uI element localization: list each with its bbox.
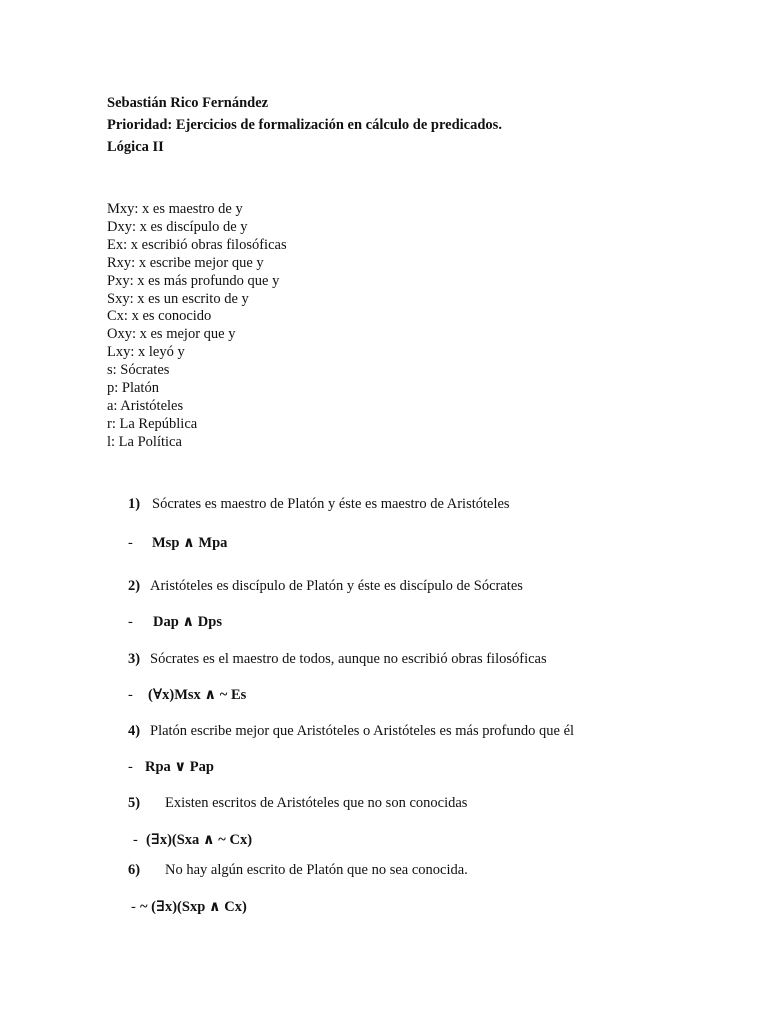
formula-text: Dap ∧ Dps bbox=[153, 614, 222, 630]
exercise-text: Sócrates es el maestro de todos, aunque no escribió obras filosóficas bbox=[150, 651, 547, 667]
legend-item: Pxy: x es más profundo que y bbox=[107, 272, 280, 289]
exercise-6-statement bbox=[128, 861, 468, 879]
legend-item: p: Platón bbox=[107, 380, 159, 397]
exercise-2-formula bbox=[128, 613, 222, 631]
legend-item: s: Sócrates bbox=[107, 362, 170, 379]
exercise-number: 2) bbox=[128, 578, 141, 594]
formula-text: Rpa ∨ Pap bbox=[145, 759, 214, 775]
predicate-legend bbox=[107, 201, 287, 452]
exercise-2-statement bbox=[128, 577, 523, 595]
exercise-5-statement bbox=[128, 794, 467, 812]
legend-item: a: Aristóteles bbox=[107, 397, 184, 414]
legend-item: Lxy: x leyó y bbox=[107, 344, 185, 361]
answer-dash: - bbox=[128, 759, 133, 775]
document-header bbox=[107, 92, 502, 158]
answer-dash: - bbox=[128, 535, 133, 551]
legend-item: Dxy: x es discípulo de y bbox=[107, 218, 248, 235]
exercise-6-formula bbox=[131, 898, 247, 916]
exercise-number: 6) bbox=[128, 862, 141, 878]
formula-text: (∀x)Msx ∧ ~ Es bbox=[148, 687, 247, 703]
exercise-4-statement bbox=[128, 722, 574, 740]
formula-text: (∃x)(Sxa ∧ ~ Cx) bbox=[146, 832, 253, 848]
answer-dash: - bbox=[128, 687, 133, 703]
exercise-4-formula bbox=[128, 758, 214, 776]
legend-item: r: La República bbox=[107, 415, 198, 432]
exercise-text: Existen escritos de Aristóteles que no son conocidas bbox=[165, 795, 468, 811]
legend-item: l: La Política bbox=[107, 433, 182, 450]
answer-dash: - bbox=[131, 899, 136, 915]
formula-text: ~ (∃x)(Sxp ∧ Cx) bbox=[140, 899, 247, 915]
exercise-text: Sócrates es maestro de Platón y éste es maestro de Aristóteles bbox=[152, 496, 510, 512]
legend-item: Oxy: x es mejor que y bbox=[107, 326, 236, 343]
formula-text: Msp ∧ Mpa bbox=[152, 535, 228, 551]
legend-item: Ex: x escribió obras filosóficas bbox=[107, 236, 287, 253]
course-name: Lógica II bbox=[107, 139, 164, 155]
exercise-text: Aristóteles es discípulo de Platón y éste es discípulo de Sócrates bbox=[150, 578, 523, 594]
legend-item: Mxy: x es maestro de y bbox=[107, 201, 243, 217]
exercise-3-statement bbox=[128, 650, 547, 668]
answer-dash: - bbox=[128, 614, 133, 630]
answer-dash: - bbox=[133, 832, 138, 848]
exercise-1-statement bbox=[128, 495, 510, 513]
legend-item: Sxy: x es un escrito de y bbox=[107, 290, 249, 307]
exercise-text: No hay algún escrito de Platón que no sea conocida. bbox=[165, 862, 468, 878]
author-name: Sebastián Rico Fernández bbox=[107, 95, 269, 111]
legend-item: Cx: x es conocido bbox=[107, 308, 212, 325]
exercise-5-formula bbox=[133, 831, 252, 849]
exercise-number: 1) bbox=[128, 496, 141, 512]
exercise-number: 4) bbox=[128, 723, 141, 739]
exercise-1-formula bbox=[128, 534, 227, 552]
exercise-text: Platón escribe mejor que Aristóteles o Aristóteles es más profundo que él bbox=[150, 723, 575, 739]
legend-item: Rxy: x escribe mejor que y bbox=[107, 254, 264, 271]
exercise-number: 5) bbox=[128, 795, 141, 811]
exercise-3-formula bbox=[128, 686, 246, 704]
exercise-number: 3) bbox=[128, 651, 141, 667]
document-title: Prioridad: Ejercicios de formalización en cálculo de predicados. bbox=[107, 117, 502, 133]
